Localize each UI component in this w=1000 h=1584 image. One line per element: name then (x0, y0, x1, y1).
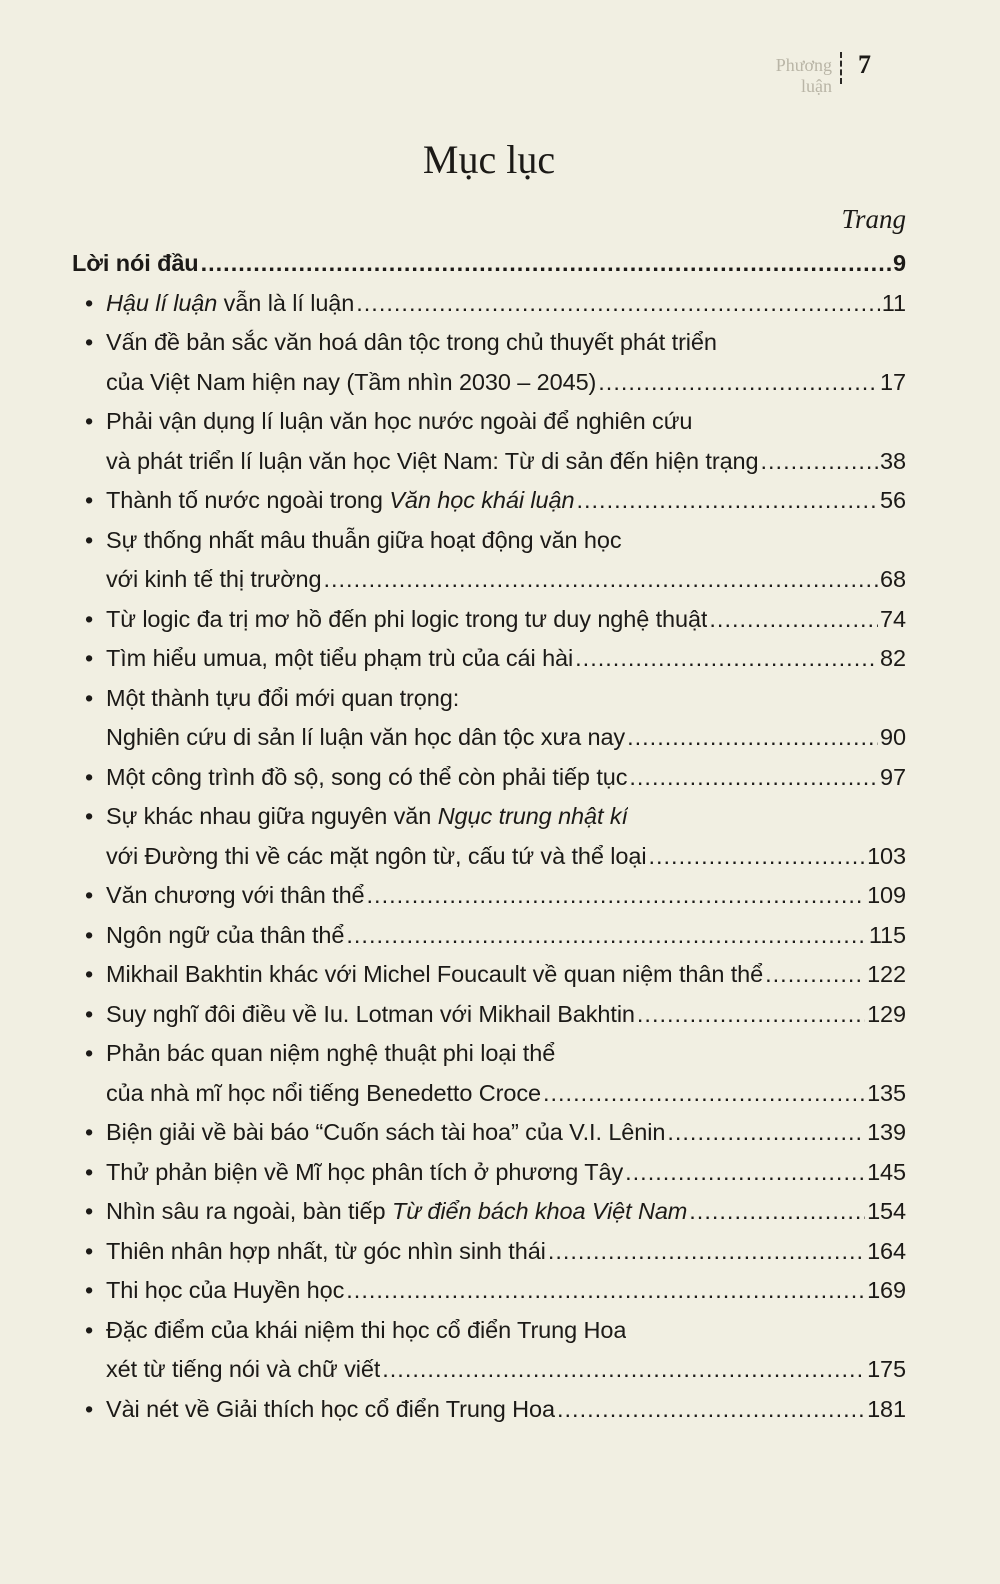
toc-entry (72, 329, 906, 408)
toc-entry-title (106, 882, 365, 909)
toc-entry (72, 290, 906, 330)
toc-entry-title (106, 566, 321, 593)
page-column-label: Trang (841, 204, 906, 234)
dot-leader (667, 1119, 865, 1146)
toc-entry-title (106, 724, 625, 751)
title-text: Sự khác nhau giữa nguyên văn (106, 803, 438, 829)
bullet-icon: • (85, 487, 94, 513)
toc-entry (72, 803, 906, 882)
title-text: Tìm hiểu umua, một tiểu phạm trù của cái hài (106, 645, 574, 671)
toc-entry-line (72, 1356, 906, 1396)
bullet-icon: • (85, 803, 94, 829)
toc-entry (72, 1159, 906, 1199)
toc-entry-line (72, 527, 906, 567)
dot-leader (575, 645, 878, 672)
toc-entry (72, 408, 906, 487)
title-text: vẫn là lí luận (217, 289, 355, 316)
bullet-icon: • (85, 882, 94, 908)
title-text: Một thành tựu đổi mới quan trọng: (106, 684, 460, 711)
toc-entry-title (106, 1159, 623, 1186)
toc-entry (72, 1119, 906, 1159)
bullet-icon: • (85, 1316, 94, 1343)
toc-entry-line (72, 1001, 906, 1041)
toc-entry (72, 685, 906, 764)
dot-leader (598, 369, 878, 396)
toc-entry-line (72, 487, 906, 527)
title-text: Phải vận dụng lí luận văn học nước ngoài để nghiên cứu (106, 408, 693, 434)
toc-entry-line (72, 290, 906, 330)
title-text: Vài nét về Giải thích học cổ điển Trung Hoa (106, 1395, 555, 1422)
toc-page-number: 17 (880, 368, 906, 395)
toc-entry-line (72, 1119, 906, 1159)
toc-entry-title (106, 527, 622, 554)
bullet-icon: • (85, 1000, 94, 1027)
toc-entry (72, 1040, 906, 1119)
toc-entry (72, 645, 906, 685)
page-title: Mục lục (422, 137, 556, 182)
dot-leader (543, 1080, 865, 1107)
dot-leader (761, 448, 879, 475)
title-text: với Đường thi về các mặt ngôn từ, cấu tứ và thể loại (106, 842, 647, 869)
toc-entry (72, 1396, 906, 1436)
toc-entry-line (72, 724, 906, 764)
toc-entry-title (106, 685, 459, 712)
title-text: Ngôn ngữ của thân thể (106, 921, 345, 948)
toc-entry-title (106, 1277, 344, 1304)
bullet-icon: • (85, 605, 94, 632)
toc-entry (72, 922, 906, 962)
toc-entry (72, 764, 906, 804)
toc-entry (72, 487, 906, 527)
dot-leader (637, 1001, 865, 1028)
toc-entry-line (72, 961, 906, 1001)
toc-page-number: 181 (867, 1395, 906, 1422)
title-text: Ngục trung nhật kí (437, 803, 628, 829)
bullet-icon: • (85, 763, 94, 790)
toc-entry-line (72, 408, 906, 448)
title-text: và phát triển lí luận văn học Việt Nam: Từ di sản đến hiện trạng (106, 447, 759, 474)
toc-page-number: 145 (867, 1158, 906, 1185)
title-text: Văn chương với thân thể (106, 882, 365, 908)
title-text: Nhìn sâu ra ngoài, bàn tiếp (106, 1198, 392, 1224)
toc-entry-line (72, 803, 906, 843)
title-text: Đặc điểm của khái niệm thi học cổ điển Trung Hoa (106, 1316, 627, 1343)
toc-entry (72, 606, 906, 646)
dot-leader (648, 843, 865, 870)
bullet-icon: • (85, 408, 94, 434)
toc-entry-line (72, 645, 906, 685)
toc-entry (72, 1198, 906, 1238)
toc-page-number: 68 (880, 566, 906, 592)
title-text: Thi học của Huyền học (106, 1277, 345, 1303)
title-text: Thử phản biện về Mĩ học phân tích ở phương Tây (106, 1158, 624, 1185)
title-text: Suy nghĩ đôi điều về Iu. Lotman với Mikhail Bakhtin (106, 1000, 635, 1027)
dot-leader (557, 1396, 865, 1423)
toc-entry-title (106, 843, 646, 870)
page-number: 7 (858, 50, 871, 79)
toc-page-number: 97 (880, 763, 906, 790)
dot-leader (625, 1159, 865, 1186)
toc-entry (72, 250, 906, 290)
toc-page-number: 122 (867, 961, 906, 987)
title-text: với kinh tế thị trường (106, 566, 322, 592)
bullet-icon: • (85, 1395, 94, 1422)
toc-entry-line (72, 1277, 906, 1317)
toc-entry-line (72, 764, 906, 804)
dot-leader (382, 1356, 865, 1383)
toc-entry-line (72, 448, 906, 488)
toc-entry-line (72, 1198, 906, 1238)
toc-page-number: 115 (868, 921, 906, 948)
title-text: Biện giải về bài báo “Cuốn sách tài hoa” của V.I. Lênin (106, 1119, 666, 1145)
dot-leader (201, 250, 891, 277)
toc-entry (72, 1238, 906, 1278)
toc-page-number: 175 (867, 1356, 906, 1382)
toc-entry-title (106, 1119, 665, 1146)
toc-entry-title (106, 408, 692, 435)
header-separator (840, 52, 842, 84)
toc-page-number: 135 (867, 1079, 906, 1106)
toc-page-number: 109 (867, 882, 906, 908)
toc-entry (72, 1277, 906, 1317)
title-text: Hậu lí luận (106, 289, 218, 316)
toc-entry (72, 1001, 906, 1041)
toc-entry-title (106, 369, 596, 396)
toc-entry-line (72, 329, 906, 369)
toc-page-number: 154 (867, 1198, 906, 1224)
title-text: Từ điển bách khoa Việt Nam (391, 1198, 688, 1224)
toc-page-number: 56 (880, 487, 906, 513)
toc-entry-line (72, 882, 906, 922)
toc-page-number: 139 (867, 1119, 906, 1145)
toc-entry-line (72, 1040, 906, 1080)
toc-entry-title (106, 1317, 626, 1344)
toc-entry (72, 882, 906, 922)
toc-entry-line (72, 566, 906, 606)
toc-entry-title (106, 1040, 555, 1067)
title-text: Nghiên cứu di sản lí luận văn học dân tộc xưa nay (106, 724, 626, 750)
toc-page-number: 90 (880, 724, 906, 750)
toc-entry-title (72, 250, 199, 277)
title-text: Lời nói đầu (72, 250, 199, 276)
title-text: Văn học khái luận (389, 487, 575, 513)
toc-entry-title (106, 1238, 546, 1265)
toc-entry-line (72, 1080, 906, 1120)
toc-entry-line (72, 250, 906, 290)
toc-page-number: 11 (881, 289, 906, 316)
toc-entry-title (106, 1396, 555, 1423)
bullet-icon: • (85, 1277, 94, 1303)
title-text: của nhà mĩ học nổi tiếng Benedetto Croce (106, 1079, 541, 1106)
bullet-icon: • (85, 329, 94, 355)
title-text: Sự thống nhất mâu thuẫn giữa hoạt động văn học (106, 526, 622, 553)
toc-entry (72, 961, 906, 1001)
toc-entry-line (72, 1317, 906, 1357)
toc-page-number: 74 (880, 605, 906, 632)
bullet-icon: • (85, 289, 94, 316)
title-text: Từ logic đa trị mơ hồ đến phi logic trong tư duy nghệ thuật (106, 605, 708, 632)
toc-entry-line (72, 1396, 906, 1436)
dot-leader (346, 922, 866, 949)
toc-entry-line (72, 606, 906, 646)
bullet-icon: • (85, 645, 94, 671)
bullet-icon: • (85, 921, 94, 948)
bullet-icon: • (85, 1119, 94, 1145)
dot-leader (689, 1198, 865, 1225)
toc-entry-title (106, 448, 759, 475)
bullet-icon: • (85, 961, 94, 987)
toc-entry-title (106, 1001, 635, 1028)
dot-leader (346, 1277, 865, 1304)
toc-page-number: 82 (880, 645, 906, 671)
bullet-icon: • (85, 684, 94, 711)
bullet-icon: • (85, 526, 94, 553)
title-text: Phản bác quan niệm nghệ thuật phi loại thể (106, 1040, 556, 1066)
title-text: Mikhail Bakhtin khác với Michel Foucault về quan niệm thân thể (106, 961, 764, 987)
bullet-icon: • (85, 1237, 94, 1264)
toc-entry-title (106, 764, 627, 791)
toc-entry (72, 527, 906, 606)
toc-entry-line (72, 922, 906, 962)
dot-leader (367, 882, 866, 909)
dot-leader (323, 566, 878, 593)
title-text: Một công trình đồ sộ, song có thể còn phải tiếp tục (106, 763, 628, 790)
toc-page-number: 103 (867, 842, 906, 869)
toc-entry-title (106, 922, 344, 949)
dot-leader (627, 724, 878, 751)
bullet-icon: • (85, 1158, 94, 1185)
toc-entry (72, 1317, 906, 1396)
toc-entry-title (106, 606, 707, 633)
toc-entry-title (106, 1080, 541, 1107)
dot-leader (548, 1238, 865, 1265)
toc-entry-title (106, 329, 717, 356)
title-text: Vấn đề bản sắc văn hoá dân tộc trong chủ thuyết phát triển (106, 329, 717, 355)
toc-entry-title (106, 1198, 687, 1225)
toc-page-number: 9 (893, 250, 906, 276)
dot-leader (709, 606, 878, 633)
toc-entry-title (106, 961, 763, 988)
dot-leader (356, 290, 880, 317)
bullet-icon: • (85, 1040, 94, 1066)
toc-page-number: 129 (867, 1000, 906, 1027)
table-of-contents (72, 250, 906, 1435)
toc-entry-line (72, 1159, 906, 1199)
toc-entry-title (106, 803, 628, 830)
toc-entry-title (106, 1356, 380, 1383)
title-text: xét từ tiếng nói và chữ viết (106, 1356, 381, 1382)
dot-leader (576, 487, 878, 514)
toc-entry-title (106, 645, 573, 672)
dot-leader (765, 961, 865, 988)
toc-page-number: 169 (867, 1277, 906, 1303)
title-text: của Việt Nam hiện nay (Tầm nhìn 2030 – 2045) (106, 368, 597, 395)
toc-entry-title (106, 487, 574, 514)
toc-entry-title (106, 290, 354, 317)
toc-entry-line (72, 843, 906, 883)
bullet-icon: • (85, 1198, 94, 1224)
dot-leader (629, 764, 878, 791)
toc-entry-line (72, 1238, 906, 1278)
title-text: Thành tố nước ngoài trong (106, 487, 390, 513)
toc-page-number: 38 (880, 447, 906, 474)
toc-entry-line (72, 685, 906, 725)
running-head: Phương luận (775, 55, 832, 96)
toc-entry-line (72, 369, 906, 409)
toc-page-number: 164 (867, 1237, 906, 1264)
title-text: Thiên nhân hợp nhất, từ góc nhìn sinh thái (106, 1237, 546, 1264)
